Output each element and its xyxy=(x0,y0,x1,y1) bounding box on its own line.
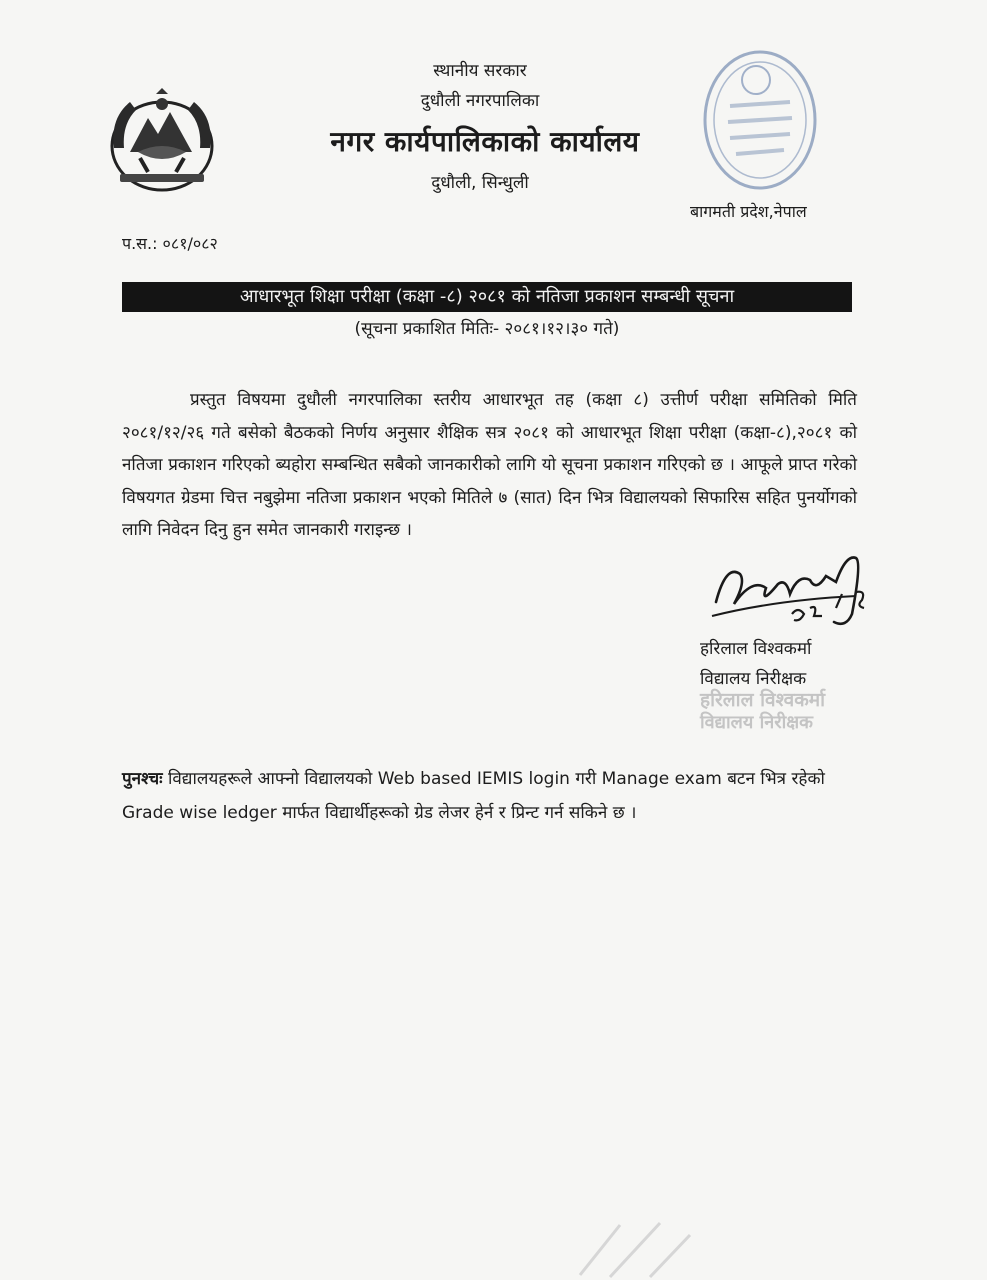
notice-published-date: (सूचना प्रकाशित मितिः- २०८१।१२।३० गते) xyxy=(354,319,620,339)
stamp-signatory-name: हरिलाल विश्वकर्मा xyxy=(700,689,826,711)
postscript xyxy=(122,762,862,830)
header-address: दुधौली, सिन्धुली xyxy=(431,173,529,193)
signatory-name: हरिलाल विश्वकर्मा xyxy=(700,639,812,659)
municipality-seal-icon xyxy=(700,46,820,194)
header-municipality: दुधौली नगरपालिका xyxy=(420,91,540,111)
signatory-role: विद्यालय निरीक्षक xyxy=(700,669,807,689)
header-province: बागमती प्रदेश,नेपाल xyxy=(690,202,807,221)
nepal-emblem-icon xyxy=(100,88,225,198)
notice-body: प्रस्तुत विषयमा दुधौली नगरपालिका स्तरीय आधारभूत तह (कक्षा ८) उत्तीर्ण परीक्षा समितिको मिति २०८१/१२/२६ गते बसेको बैठकको निर्णय अनुसार शैक्षिक सत्र २०८१ को आधारभूत शिक्षा परीक्षा (कक्षा-८),२०८१ को नतिजा प्रकाशन गरिएको ब्यहोरा सम्बन्धित सबैको जानकारीको लागि यो सूचना प्रकाशन गरिएको छ । आफूले प्राप्त गरेको विषयगत ग्रेडमा चित्त नबुझेमा नतिजा प्रकाशन भएको मितिले ७ (सात) दिन भित्र विद्यालयको सिफारिस सहित पुनर्योगको लागि निवेदन दिनु हुन समेत जानकारी गराइन्छ । xyxy=(122,390,857,540)
postscript-label: पुनश्चः xyxy=(122,769,163,789)
stamp-signatory-role: विद्यालय निरीक्षक xyxy=(700,712,813,733)
faint-stamp-mark xyxy=(560,1215,700,1280)
handwritten-signature xyxy=(706,544,886,634)
reference-number: प.स.: ०८१/०८२ xyxy=(122,234,218,253)
header-office-title: नगर कार्यपालिकाको कार्यालय xyxy=(330,125,640,158)
header-local-government: स्थानीय सरकार xyxy=(433,61,527,81)
notice-title: आधारभूत शिक्षा परीक्षा (कक्षा -८) २०८१ को नतिजा प्रकाशन सम्बन्धी सूचना xyxy=(122,282,852,312)
postscript-text: विद्यालयहरूले आफ्नो विद्यालयको Web based IEMIS login गरी Manage exam बटन भित्र रहेको Grade wise ledger मार्फत विद्यार्थीहरूको ग्रेड लेजर हेर्न र प्रिन्ट गर्न सकिने छ । xyxy=(122,769,825,823)
